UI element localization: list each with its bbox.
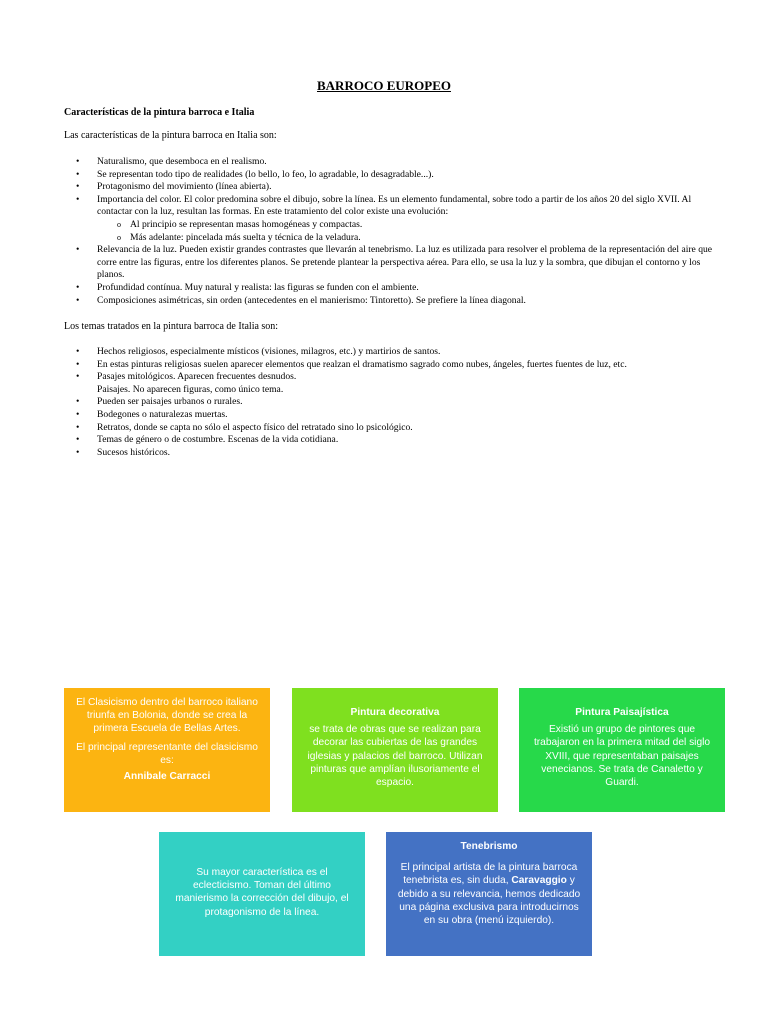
document-title: BARROCO EUROPEO xyxy=(317,78,451,93)
clasicismo-representative-text: El principal representante del clasicismo es: xyxy=(76,741,258,766)
decorativa-text: se trata de obras que se realizan para decorar las cubiertas de las grandes iglesias y palacios del barroco. Utilizan pinturas que amplían ilusoriamente el espacio. xyxy=(307,724,483,789)
list-item: • Protagonismo del movimiento (línea abierta). xyxy=(64,181,714,194)
paisajistica-box xyxy=(519,688,725,812)
list-item: • Temas de género o de costumbre. Escenas de la vida cotidiana. xyxy=(64,434,714,447)
list-item: • Bodegones o naturalezas muertas. xyxy=(64,409,714,422)
section-subtitle: Características de la pintura barroca e Italia xyxy=(64,107,255,118)
list-item: • Profundidad contínua. Muy natural y realista: las figuras se funden con el ambiente. xyxy=(64,282,714,295)
list-item: • Naturalismo, que desemboca en el realismo. xyxy=(64,156,714,169)
list-item: • En estas pinturas religiosas suelen aparecer elementos que realzan el dramatismo sagrado como nubes, ángeles, fuertes fuentes de luz, etc. xyxy=(64,359,714,372)
decorativa-box xyxy=(292,688,498,812)
paisajistica-text: Existió un grupo de pintores que trabajaron en la primera mitad del siglo XVIII, que representaban paisajes venecianos. Se trata de Canaletto y Guardi. xyxy=(533,724,711,789)
list-item: • Importancia del color. El color predomina sobre el dibujo, sobre la línea. Es un elemento fundamental, sobre todo a partir de los años 20 del siglo XVII. Al contactar con la luz, resultan las formas. En este tratamiento del color existe una evolución: o Al principio se representan masas homogéneas y compactas. o Más adelante: pincelada más suelta y técnica de la veladura. xyxy=(64,194,714,244)
list-item: • Pueden ser paisajes urbanos o rurales. xyxy=(64,396,714,409)
list-item: • Sucesos históricos. xyxy=(64,447,714,460)
tenebrismo-heading: Tenebrismo xyxy=(460,841,518,852)
eclecticismo-text: Su mayor característica es el eclecticismo. Toman del último manierismo la corrección del dibujo, el protagonismo de la línea. xyxy=(175,867,349,918)
color-sublist xyxy=(97,219,714,244)
themes-intro: Los temas tratados en la pintura barroca de Italia son: xyxy=(64,321,279,332)
characteristics-intro: Las características de la pintura barroca en Italia son: xyxy=(64,130,277,141)
eclecticismo-box xyxy=(159,832,365,956)
list-item: • Se representan todo tipo de realidades (lo bello, lo feo, lo agradable, lo desagradable...). xyxy=(64,169,714,182)
tenebrismo-box xyxy=(386,832,592,956)
sub-list-item: o Al principio se representan masas homogéneas y compactas. xyxy=(97,219,714,232)
list-item: • Relevancia de la luz. Pueden existir grandes contrastes que llevarán al tenebrismo. La luz es utilizada para resolver el problema de la representación del aire que corre entre las figuras, entre los diferentes planos. Se pretende plantear la perspectiva aérea. Para ello, se usa la luz y la sombra, que dibujan el contorno y los planos. xyxy=(64,244,714,282)
clasicismo-name: Annibale Carracci xyxy=(123,771,211,783)
sub-list-item: o Más adelante: pincelada más suelta y técnica de la veladura. xyxy=(97,232,714,245)
paisajistica-heading: Pintura Paisajística xyxy=(575,707,669,718)
list-item: • Hechos religiosos, especialmente místicos (visiones, milagros, etc.) y martirios de santos. xyxy=(64,346,714,359)
themes-list xyxy=(64,346,714,459)
clasicismo-text: El Clasicismo dentro del barroco italiano triunfa en Bolonia, donde se crea la primera Escuela de Bellas Artes. xyxy=(76,697,258,735)
tenebrismo-text: El principal artista de la pintura barroca tenebrista es, sin duda, Caravaggio y debido a su relevancia, hemos dedicado una página exclusiva para introducirnos en su obra (menú izquierdo). xyxy=(397,862,581,927)
characteristics-list xyxy=(64,156,714,307)
clasicismo-box xyxy=(64,688,270,812)
list-item: • Pasajes mitológicos. Aparecen frecuentes desnudos. Paisajes. No aparecen figuras, como único tema. xyxy=(64,371,714,396)
list-item: • Composiciones asimétricas, sin orden (antecedentes en el manierismo: Tintoretto). Se prefiere la línea diagonal. xyxy=(64,295,714,308)
decorativa-heading: Pintura decorativa xyxy=(350,707,440,718)
caravaggio-name: Caravaggio xyxy=(511,875,567,887)
list-item: • Retratos, donde se capta no sólo el aspecto físico del retratado sino lo psicológico. xyxy=(64,422,714,435)
